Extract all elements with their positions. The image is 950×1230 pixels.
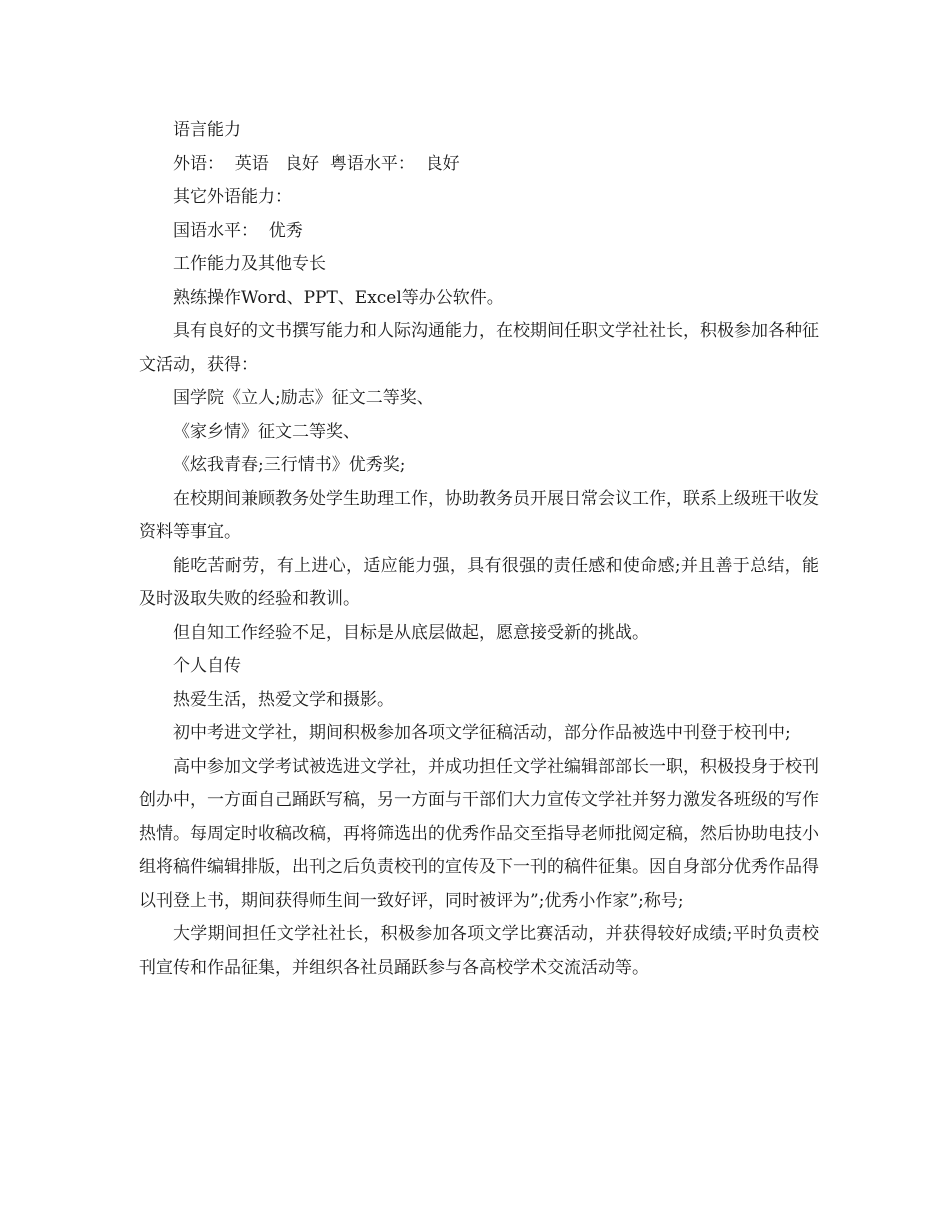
heading-work-ability: 工作能力及其他专长 <box>173 254 326 274</box>
heading-autobiography: 个人自传 <box>173 656 241 676</box>
personality-paragraph: 能吃苦耐劳，有上进心，适应能力强，具有很强的责任感和使命感;并且善于总结，能及时汲取失败的经验和教训。 <box>139 555 819 609</box>
university-paragraph: 大学期间担任文学社社长，积极参加各项文学比赛活动，并获得较好成绩;平时负责校刊宣传和作品征集，并组织各社员踊跃参与各高校学术交流活动等。 <box>139 924 819 978</box>
foreign-language-line: 外语： 英语 良好 粤语水平： 良好 <box>173 153 460 174</box>
hobbies-paragraph: 热爱生活，热爱文学和摄影。 <box>173 689 394 710</box>
award-item: 《炫我青春;三行情书》优秀奖; <box>173 455 406 475</box>
experience-paragraph: 但自知工作经验不足，目标是从底层做起，愿意接受新的挑战。 <box>173 622 649 643</box>
office-software-paragraph: 熟练操作Word、PPT、Excel等办公软件。 <box>173 287 504 308</box>
assistant-work-paragraph: 在校期间兼顾教务处学生助理工作，协助教务员开展日常会议工作，联系上级班干收发资料等事宜。 <box>139 488 819 542</box>
heading-language-ability: 语言能力 <box>173 120 241 140</box>
award-item: 国学院《立人;励志》征文二等奖、 <box>173 388 434 408</box>
award-item: 《家乡情》征文二等奖、 <box>173 421 360 442</box>
mandarin-level-line: 国语水平： 优秀 <box>173 220 303 241</box>
senior-high-paragraph: 高中参加文学考试被选进文学社，并成功担任文学社编辑部部长一职，积极投身于校刊创办中，一方面自己踊跃写稿，另一方面与干部们大力宣传文学社并努力激发各班级的写作热情。每周定时收稿改稿，再将筛选出的优秀作品交至指导老师批阅定稿，然后协助电技小组将稿件编辑排版，出刊之后负责校刊的宣传及下一刊的稿件征集。因自身部分优秀作品得以刊登上书，期间获得师生间一致好评，同时被评为”;优秀小作家”;称号; <box>139 756 819 911</box>
junior-high-paragraph: 初中考进文学社，期间积极参加各项文学征稿活动，部分作品被选中刊登于校刊中; <box>173 723 791 743</box>
document-body <box>139 114 819 985</box>
other-foreign-language-line: 其它外语能力： <box>173 187 292 207</box>
writing-ability-paragraph: 具有良好的文书撰写能力和人际沟通能力，在校期间任职文学社社长，积极参加各种征文活动，获得： <box>139 321 819 375</box>
